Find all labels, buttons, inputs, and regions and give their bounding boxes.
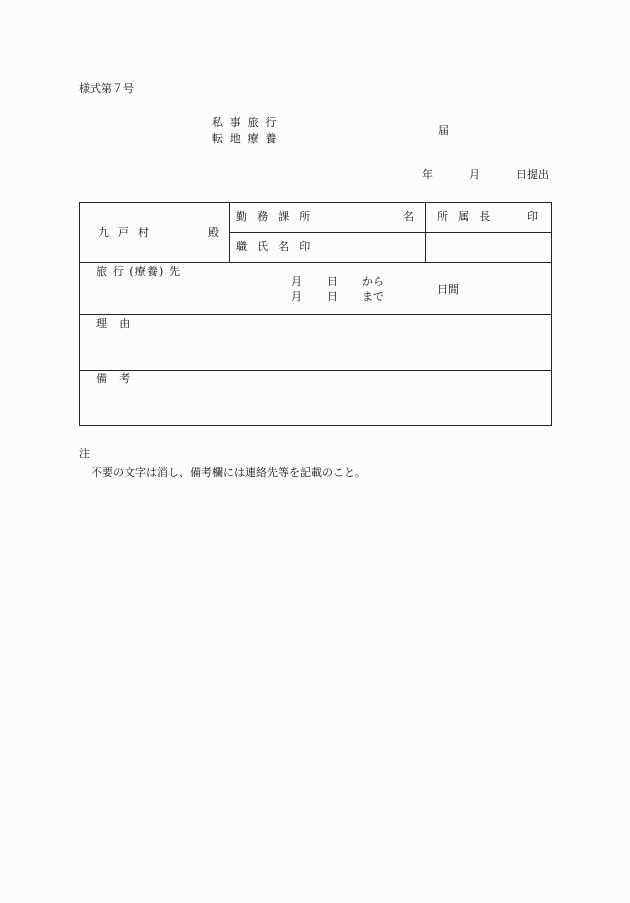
period-until: まで [362, 290, 384, 303]
destination-label: 旅 行 (療養) 先 [96, 265, 182, 278]
period-from: から [362, 275, 384, 288]
title-suffix: 届 [438, 124, 449, 137]
position-name-seal: 職 氏 名 印 [236, 240, 314, 253]
supervisor-seal-mark: 印 [527, 210, 538, 223]
reason-label: 理 由 [96, 317, 135, 330]
title-line-2: 転 地 療 養 [212, 132, 279, 145]
period-to-month: 月 [291, 290, 302, 303]
period-from-day: 日 [327, 275, 338, 288]
date-day-submitted: 日提出 [516, 168, 549, 181]
supervisor-label: 所 属 長 [437, 210, 494, 223]
addressee: 九 戸 村 [98, 226, 152, 239]
period-to-day: 日 [327, 290, 338, 303]
date-year: 年 [422, 168, 433, 181]
name-suffix: 名 [403, 210, 414, 223]
period-days: 日間 [437, 283, 459, 296]
period-from-month: 月 [291, 275, 302, 288]
form-number: 様式第７号 [79, 82, 134, 95]
date-month: 月 [469, 168, 480, 181]
remarks-label: 備 考 [96, 372, 135, 385]
note-text: 不要の文字は消し、備考欄には連絡先等を記載のこと。 [91, 466, 366, 479]
note-heading: 注 [79, 447, 90, 460]
title-line-1: 私 事 旅 行 [212, 116, 279, 129]
dept-label: 勤 務 課 所 [236, 210, 314, 223]
addressee-honorific: 殿 [208, 226, 219, 239]
